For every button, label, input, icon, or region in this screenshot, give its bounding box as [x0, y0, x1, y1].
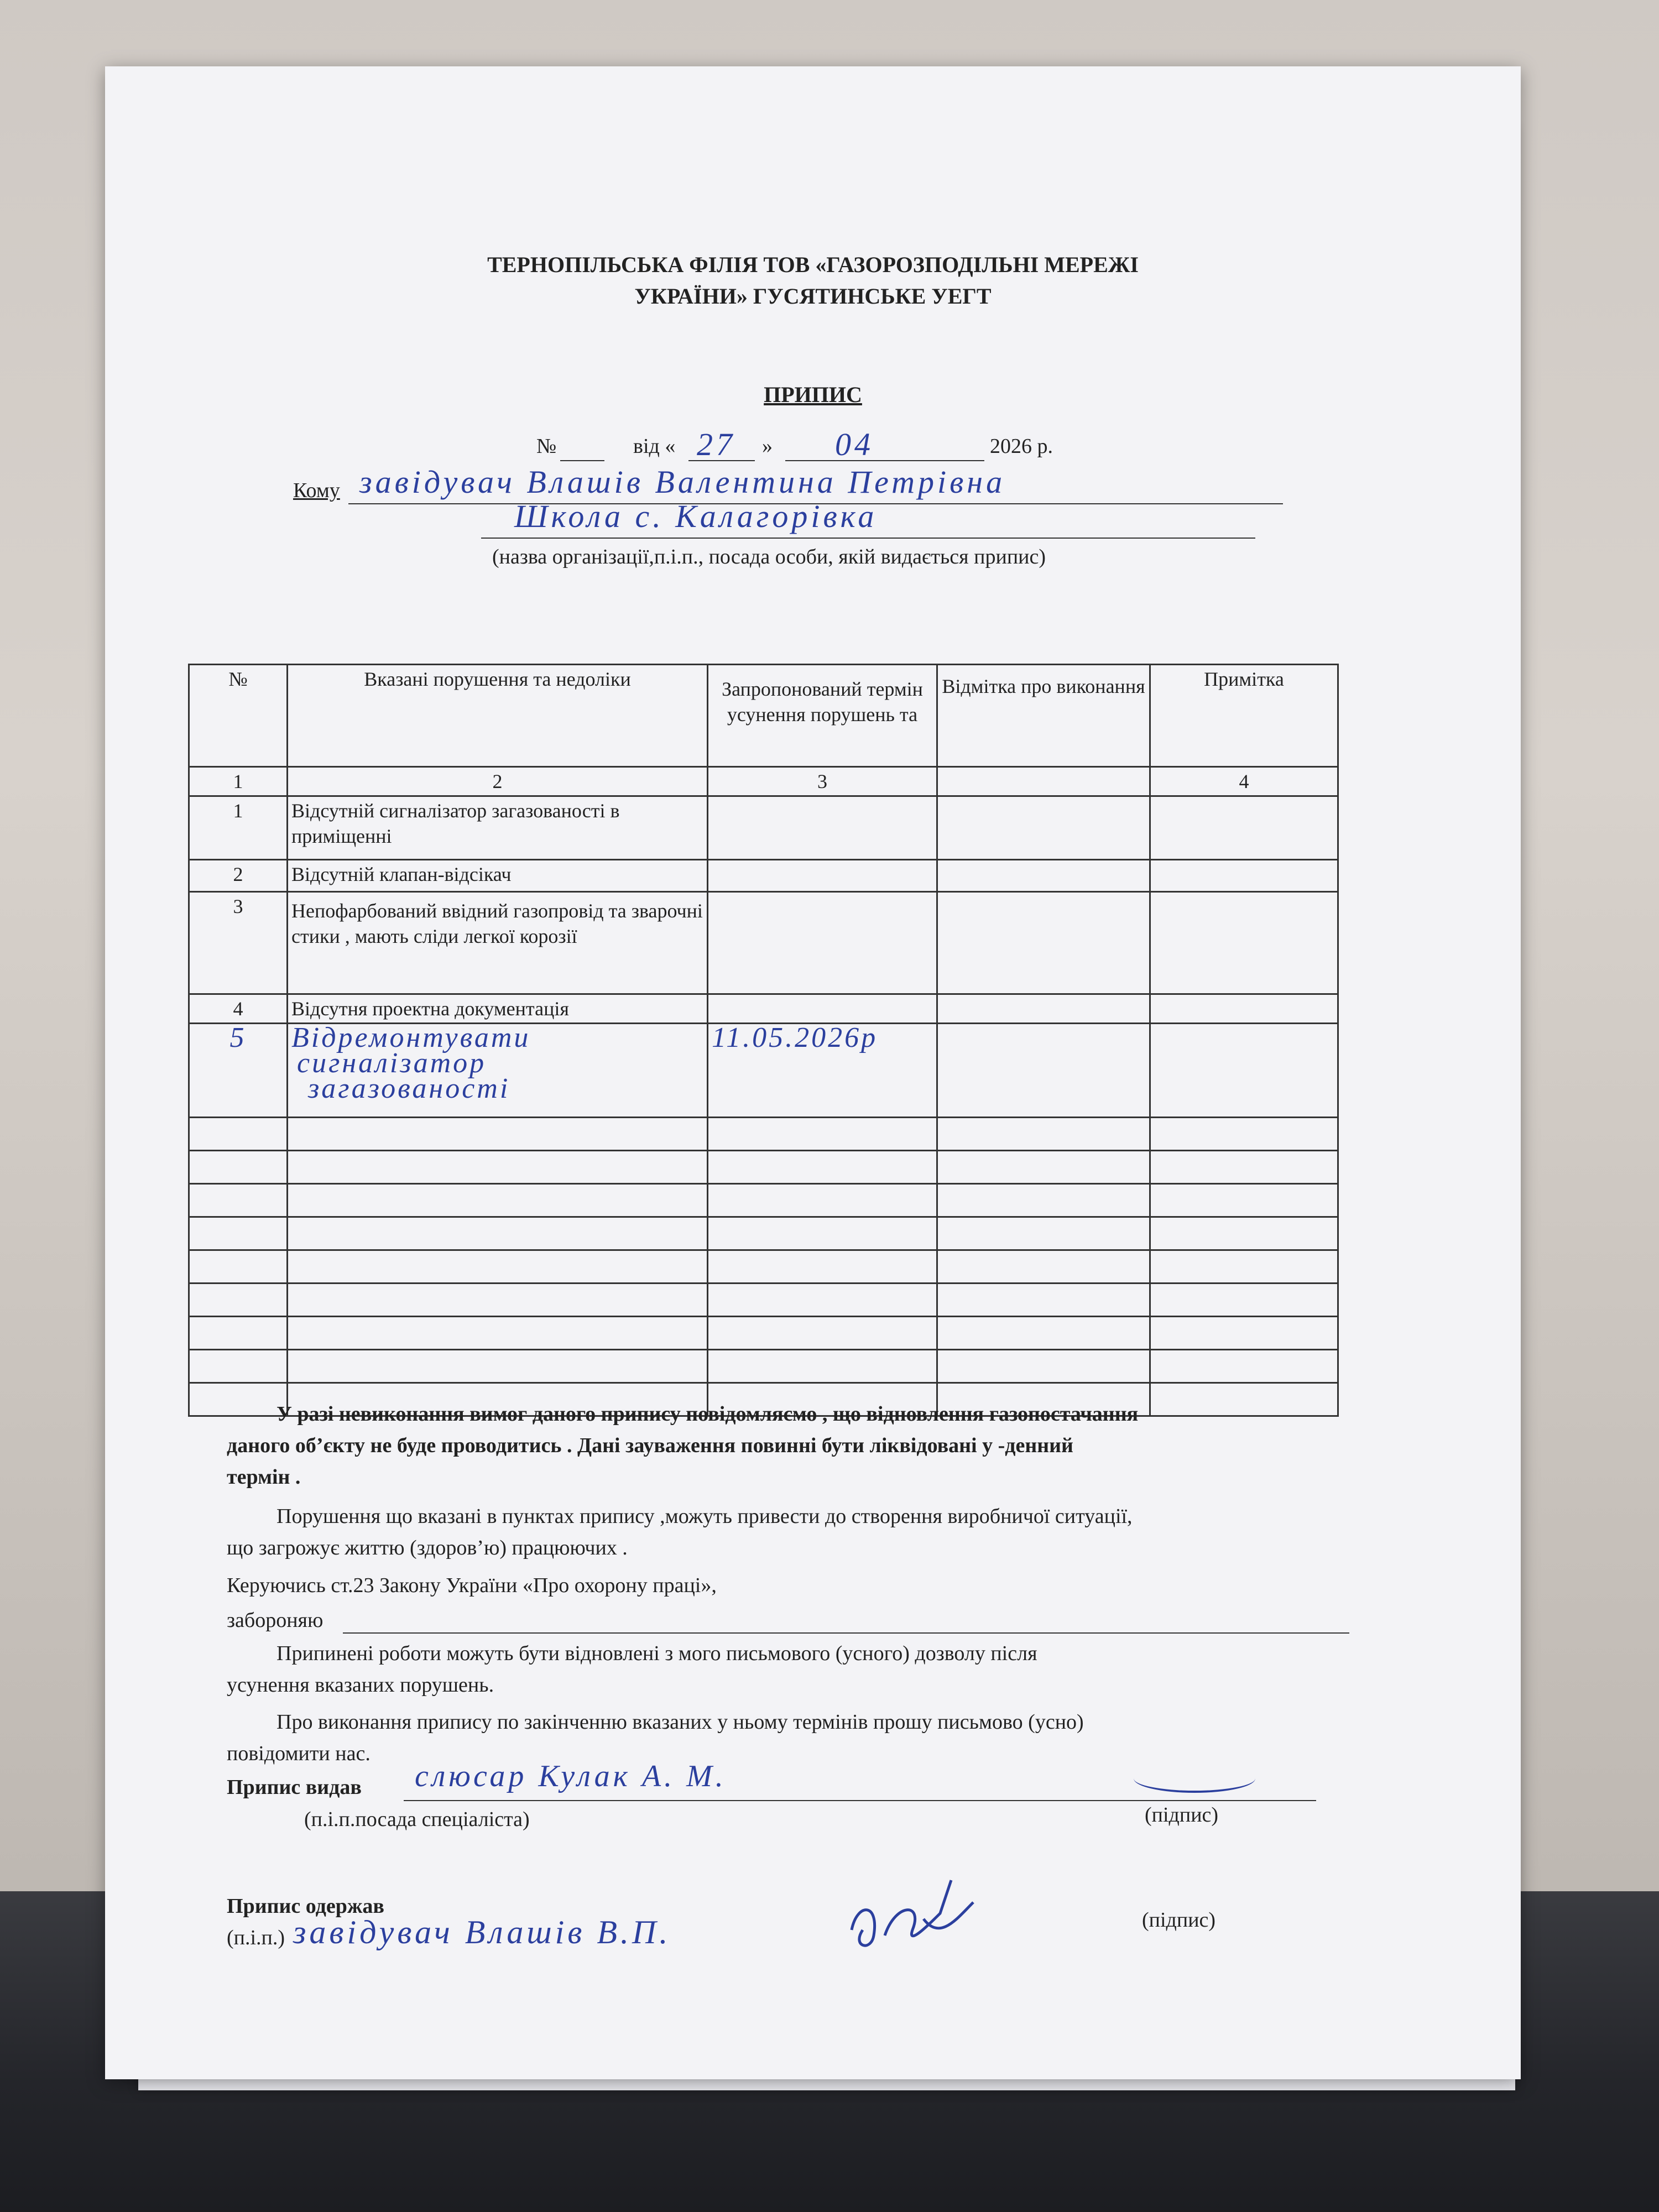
- date-from-label: від «: [633, 435, 676, 458]
- document-title: ПРИПИС: [764, 382, 862, 407]
- row-term: [708, 796, 937, 860]
- col-number-2: 2: [288, 767, 708, 796]
- header-term: Запропонований термін усунення порушень та: [708, 665, 937, 767]
- table-row-handwritten: [189, 1024, 1338, 1118]
- recipient-caption: (назва організації,п.і.п., посада особи, якій видається припис): [492, 545, 1046, 568]
- table-row-empty: [189, 1250, 1338, 1284]
- received-by-sub: (п.і.п.): [227, 1926, 285, 1949]
- table-row-empty: [189, 1184, 1338, 1217]
- row-note: [1150, 796, 1338, 860]
- table-row-empty: [189, 1350, 1338, 1383]
- month-line: [785, 460, 984, 461]
- header-note: Примітка: [1150, 665, 1338, 767]
- issued-by-line: [404, 1800, 1316, 1801]
- recipient-label: Кому: [293, 479, 340, 502]
- org-header-line-2: УКРАЇНИ» ГУСЯТИНСЬКЕ УЕГТ: [634, 284, 992, 309]
- row-number-handwritten: 5: [189, 1024, 288, 1118]
- date-close-quote: »: [762, 435, 773, 458]
- row-text: Непофарбований ввідний газопровід та зварочні стики , мають сліди легкої корозії: [288, 892, 708, 994]
- paragraph-3: Керуючись ст.23 Закону України «Про охорону праці»,: [227, 1574, 717, 1597]
- prohibit-line: [343, 1632, 1349, 1634]
- row-note: [1150, 892, 1338, 994]
- row-term: [708, 892, 937, 994]
- number-prefix: №: [536, 435, 557, 458]
- table-row-empty: [189, 1217, 1338, 1250]
- paragraph-5a: Припинені роботи можуть бути відновлені з мого письмового (усного) дозволу після: [276, 1642, 1037, 1665]
- row-number: 1: [189, 796, 288, 860]
- hand-line-3: загазованості: [308, 1073, 510, 1104]
- row-term: [708, 994, 937, 1024]
- table-row: [189, 892, 1338, 994]
- date-year: 2026 р.: [990, 435, 1053, 458]
- row-text-handwritten: [288, 1024, 708, 1118]
- row-mark: [937, 796, 1150, 860]
- number-blank-line: [560, 460, 604, 461]
- table-row: [189, 860, 1338, 892]
- hand-line-1: Відремонтувати: [291, 1022, 531, 1053]
- table-header-row: [189, 665, 1338, 767]
- row-text: Відсутня проектна документація: [288, 994, 708, 1024]
- prohibit-label: забороняю: [227, 1609, 324, 1632]
- issued-by-label: Припис видав: [227, 1776, 362, 1799]
- paragraph-6b: повідомити нас.: [227, 1742, 371, 1765]
- row-text: Відсутній сигналізатор загазованості в приміщенні: [288, 796, 708, 860]
- table-row: [189, 796, 1338, 860]
- table-row: [189, 994, 1338, 1024]
- col-number-3: 3: [708, 767, 937, 796]
- row-note: [1150, 994, 1338, 1024]
- col-number-4: 4: [1150, 767, 1338, 796]
- row-mark: [937, 892, 1150, 994]
- paragraph-6a: Про виконання припису по закінченню вказаних у ньому термінів прошу письмово (усно): [276, 1710, 1084, 1734]
- recipient-line-2: [481, 538, 1255, 539]
- issuer-signature: [1134, 1764, 1255, 1793]
- recipient-handwritten-2: Школа с. Калагорівка: [514, 498, 878, 534]
- header-violations: Вказані порушення та недоліки: [288, 665, 708, 767]
- row-term: [708, 860, 937, 892]
- table-row-empty: [189, 1151, 1338, 1184]
- issued-by-handwritten: слюсар Кулак А. М.: [415, 1759, 727, 1793]
- paragraph-1c: термін .: [227, 1465, 301, 1489]
- header-number: №: [189, 665, 288, 767]
- row-mark: [937, 994, 1150, 1024]
- date-month-handwritten: 04: [835, 426, 874, 462]
- row-note: [1150, 860, 1338, 892]
- row-note: [1150, 1024, 1338, 1118]
- table-row-empty: [189, 1284, 1338, 1317]
- row-mark: [937, 860, 1150, 892]
- recipient-signature: [841, 1869, 984, 1963]
- recipient-handwritten-1: завідувач Влашів Валентина Петрівна: [359, 464, 1006, 500]
- document-page: [105, 66, 1521, 2079]
- date-day-handwritten: 27: [697, 426, 735, 462]
- table-row-empty: [189, 1317, 1338, 1350]
- row-number: 2: [189, 860, 288, 892]
- row-mark: [937, 1024, 1150, 1118]
- violations-table: [188, 664, 1339, 1417]
- received-by-label: Припис одержав: [227, 1895, 384, 1918]
- col-number-blank: [937, 767, 1150, 796]
- row-number: 3: [189, 892, 288, 994]
- paragraph-2b: що загрожує життю (здоров’ю) працюючих .: [227, 1536, 628, 1559]
- table-row-empty: [189, 1118, 1338, 1151]
- paragraph-1b: даного об’єкту не буде проводитись . Дані зауваження повинні бути ліквідовані у -денний: [227, 1434, 1073, 1457]
- received-by-handwritten: завідувач Влашів В.П.: [293, 1914, 671, 1950]
- hand-line-2: сигналізатор: [297, 1047, 487, 1079]
- paragraph-5b: усунення вказаних порушень.: [227, 1673, 494, 1697]
- row-term-handwritten: 11.05.2026р: [708, 1024, 937, 1118]
- table-numbering-row: [189, 767, 1338, 796]
- row-text: Відсутній клапан-відсікач: [288, 860, 708, 892]
- paragraph-1a: У разі невиконання вимог даного припису повідомляємо , що відновлення газопостачання: [276, 1402, 1139, 1426]
- col-number-1: 1: [189, 767, 288, 796]
- received-by-signature-caption: (підпис): [1142, 1908, 1216, 1932]
- header-mark: Відмітка про виконання: [937, 665, 1150, 767]
- org-header-line-1: ТЕРНОПІЛЬСЬКА ФІЛІЯ ТОВ «ГАЗОРОЗПОДІЛЬНІ МЕРЕЖІ: [487, 252, 1139, 277]
- issued-by-signature-caption: (підпис): [1145, 1803, 1219, 1827]
- paragraph-2a: Порушення що вказані в пунктах припису ,можуть привести до створення виробничої ситуації,: [276, 1505, 1133, 1528]
- row-number: 4: [189, 994, 288, 1024]
- issued-by-caption: (п.і.п.посада спеціаліста): [304, 1808, 530, 1831]
